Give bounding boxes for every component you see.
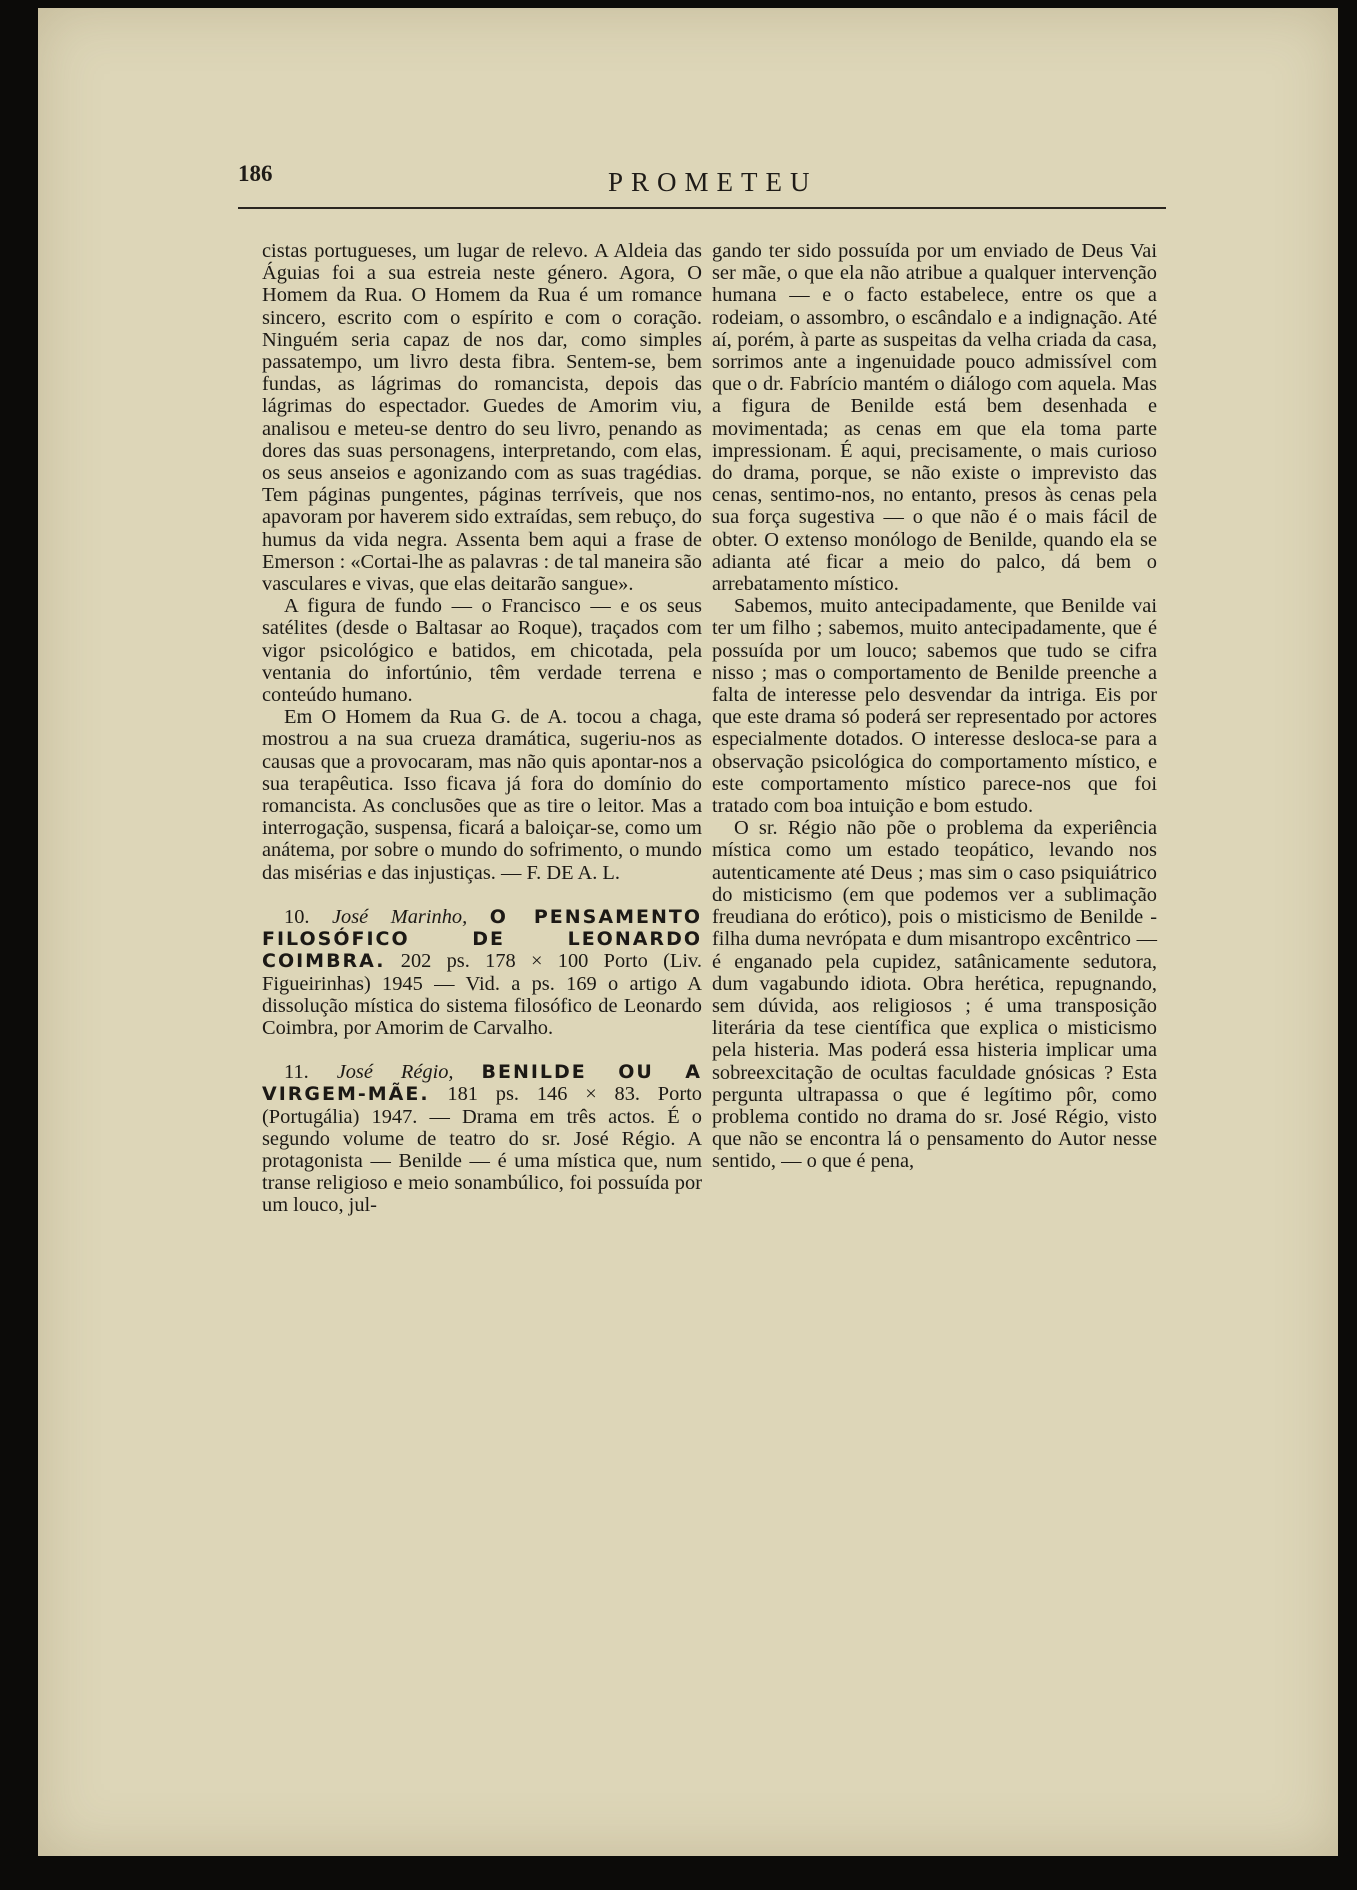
right-paragraph-3: O sr. Régio não põe o problema da experiência mística como um estado teopático, levando nos autenticamente até Deus ; mas sim o caso psiquiátrico do misticismo (em que podemos ver a sublimação freudiana do erótico), pois o misticismo de Benilde - filha duma nevrópata e dum misantropo excêntrico — é enganado pela cupidez, satânicamente sedutora, dum vagabundo idiota. Obra herética, repugnando, sem dúvida, aos religiosos ; é uma transposição literária da tese científica que explica o misticismo pela histeria. Mas poderá essa histeria implicar uma sobreexcitação de ocultas faculdade gnósicas ? Esta pergunta ultrapassa o que é legítimo pôr, como problema contido no drama do sr. José Régio, visto que não se encontra lá o pensamento do Autor nesse sentido, — o que é pena, bbox=[712, 817, 1157, 1173]
journal-title: PROMETEU bbox=[608, 167, 818, 197]
right-column bbox=[712, 240, 1157, 1173]
left-paragraph-3: Em O Homem da Rua G. de A. tocou a chaga, mostrou a na sua crueza dramática, sugeriu-nos as causas que a provocaram, mas não quis apontar-nos a sua terapêutica. Isso ficava já fora do domínio do romancista. As conclusões que as tire o leitor. Mas a interrogação, suspensa, ficará a baloiçar-se, como um anátema, por sobre o mundo do sofrimento, o mundo das misérias e das injustiças. — F. DE A. L. bbox=[262, 706, 702, 884]
bibliography-entry-11 bbox=[262, 1061, 702, 1216]
entry-author: José Marinho, bbox=[332, 905, 468, 928]
page-number: 186 bbox=[238, 161, 273, 186]
left-column bbox=[262, 240, 702, 1217]
entry-body: 202 ps. 178 × 100 Porto (Liv. Figueirinhas) 1945 — Vid. a ps. 169 o artigo A dissolução mística do sistema filosófico de Leonardo Coimbra, por Amorim de Carvalho. bbox=[262, 950, 702, 1039]
right-paragraph-2: Sabemos, muito antecipadamente, que Benilde vai ter um filho ; sabemos, muito antecipadamente, que é possuída por um louco; sabemos que tudo se cifra nisso ; mas o comportamento de Benilde preenche a falta de interesse pelo desvendar da intriga. Eis por que este drama só poderá ser representado por actores especialmente dotados. O interesse desloca-se para a observação psicológica do comportamento místico, e este comportamento místico parece-nos que foi tratado com boa intuição e bom estudo. bbox=[712, 595, 1157, 818]
right-paragraph-1: gando ter sido possuída por um enviado de Deus Vai ser mãe, o que ela não atribue a qualquer intervenção humana — e o facto estabelece, entre os que a rodeiam, o assombro, o escândalo e a indignação. Até aí, porém, à parte as suspeitas da velha criada da casa, sorrimos ante a ingenuidade pouco admissível com que o dr. Fabrício mantém o diálogo com aquela. Mas a figura de Benilde está bem desenhada e movimentada; as cenas em que ela toma parte impressionam. É aqui, precisamente, o mais curioso do drama, porque, se não existe o imprevisto das cenas, sentimo-nos, no entanto, presos às cenas pela sua força sugestiva — o que não é o mais fácil de obter. O extenso monólogo de Benilde, quando ela se adianta até ficar a meio do palco, dá bem o arrebatamento místico. bbox=[712, 240, 1157, 596]
entry-title: O PENSAMENTO FILOSÓFICO DE LEONARDO COIMBRA. bbox=[262, 905, 702, 973]
entry-title: BENILDE OU A VIRGEM-MÃE. bbox=[262, 1061, 702, 1106]
entry-number: 10. bbox=[284, 905, 310, 928]
entry-number: 11. bbox=[284, 1061, 309, 1084]
entry-author: José Régio, bbox=[336, 1061, 454, 1084]
bibliography-entry-10 bbox=[262, 906, 702, 1039]
page-header bbox=[238, 157, 1166, 209]
left-paragraph-2: A figura de fundo — o Francisco — e os seus satélites (desde o Baltasar ao Roque), traçados com vigor psicológico e batidos, em chicotada, pela ventania do infortúnio, têm verdade terrena e conteúdo humano. bbox=[262, 595, 702, 707]
left-paragraph-1: cistas portugueses, um lugar de relevo. A Aldeia das Águias foi a sua estreia neste género. Agora, O Homem da Rua. O Homem da Rua é um romance sincero, escrito com o espírito e com o coração. Ninguém seria capaz de nos dar, como simples passatempo, um livro desta fibra. Sentem-se, bem fundas, as lágrimas do romancista, depois das lágrimas do espectador. Guedes de Amorim viu, analisou e meteu-se dentro do seu livro, penando as dores das suas personagens, interpretando, com elas, os seus anseios e agonizando com as suas tragédias. Tem páginas pungentes, páginas terríveis, que nos apavoram por haverem sido extraídas, sem rebuço, do humus da vida negra. Assenta bem aqui a frase de Emerson : «Cortai-lhe as palavras : de tal maneira são vasculares e vivas, que elas deitarão sangue». bbox=[262, 240, 702, 596]
entry-body: 181 ps. 146 × 83. Porto (Portugália) 1947. — Drama em três actos. É o segundo volume de teatro do sr. José Régio. A protagonista — Benilde — é uma mística que, num transe religioso e meio sonambúlico, foi possuída por um louco, jul- bbox=[262, 1083, 702, 1217]
